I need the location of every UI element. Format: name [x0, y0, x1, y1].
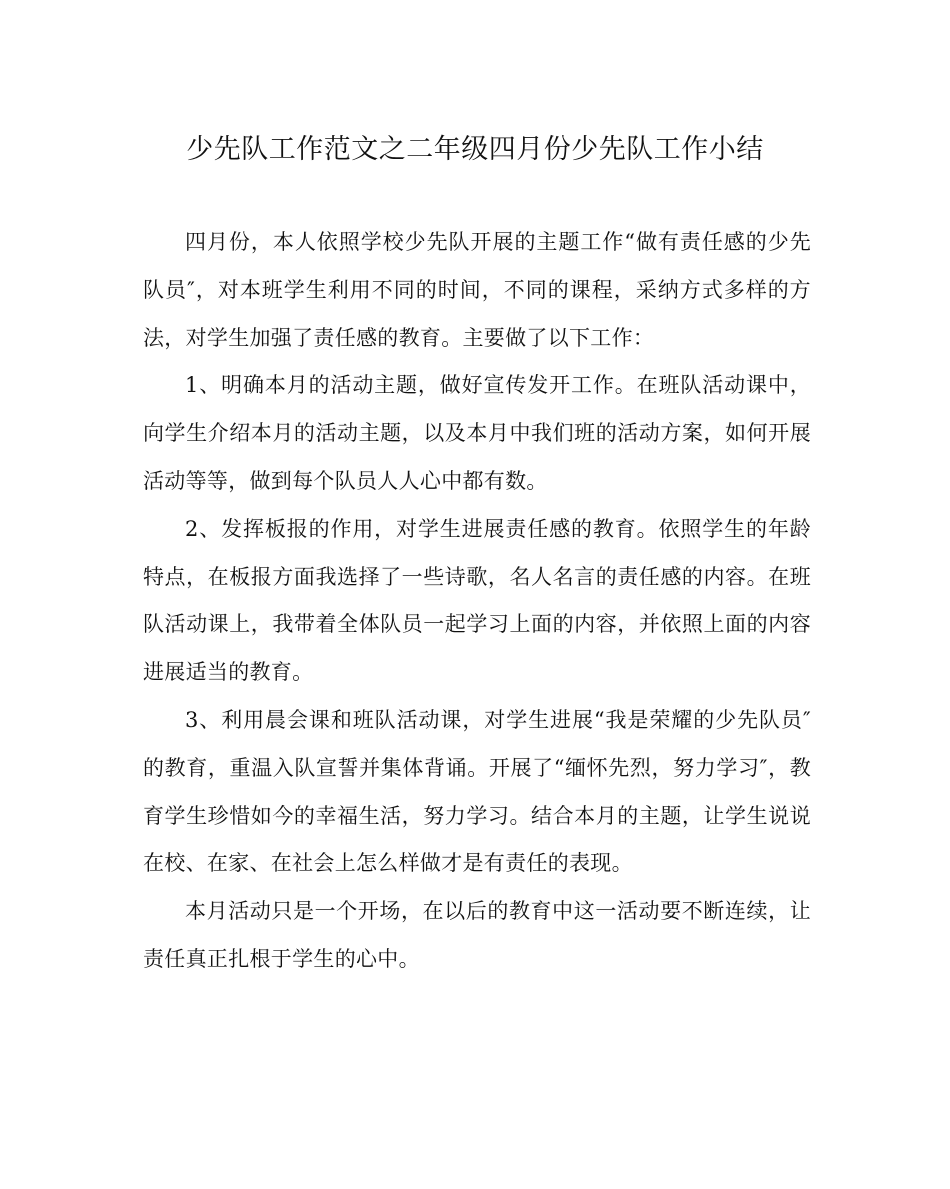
- document-title: 少先队工作范文之二年级四月份少先队工作小结: [186, 134, 764, 165]
- paragraph-item-2: 2、发挥板报的作用，对学生进展责任感的教育。依照学生的年龄特点，在板报方面我选择了一些诗歌，名人名言的责任感的内容。在班队活动课上，我带着全体队员一起学习上面的内容，并依照上面的内容进展适当的教育。: [143, 516, 811, 685]
- paragraph-item-1: 1、明确本月的活动主题，做好宣传发开工作。在班队活动课中，向学生介绍本月的活动主题，以及本月中我们班的活动方案，如何开展活动等等，做到每个队员人人心中都有数。: [143, 373, 811, 493]
- paragraph-intro: 四月份，本人依照学校少先队开展的主题工作“做有责任感的少先队员″，对本班学生利用不同的时间，不同的课程，采纳方式多样的方法，对学生加强了责任感的教育。主要做了以下工作：: [143, 230, 811, 350]
- document-body: [143, 219, 811, 984]
- paragraph-conclusion: 本月活动只是一个开场，在以后的教育中这一活动要不断连续，让责任真正扎根于学生的心中。: [143, 899, 811, 971]
- paragraph-item-3: 3、利用晨会课和班队活动课，对学生进展“我是荣耀的少先队员″的教育，重温入队宣誓并集体背诵。开展了“缅怀先烈，努力学习″，教育学生珍惜如今的幸福生活，努力学习。结合本月的主题，让学生说说在校、在家、在社会上怎么样做才是有责任的表现。: [143, 707, 811, 876]
